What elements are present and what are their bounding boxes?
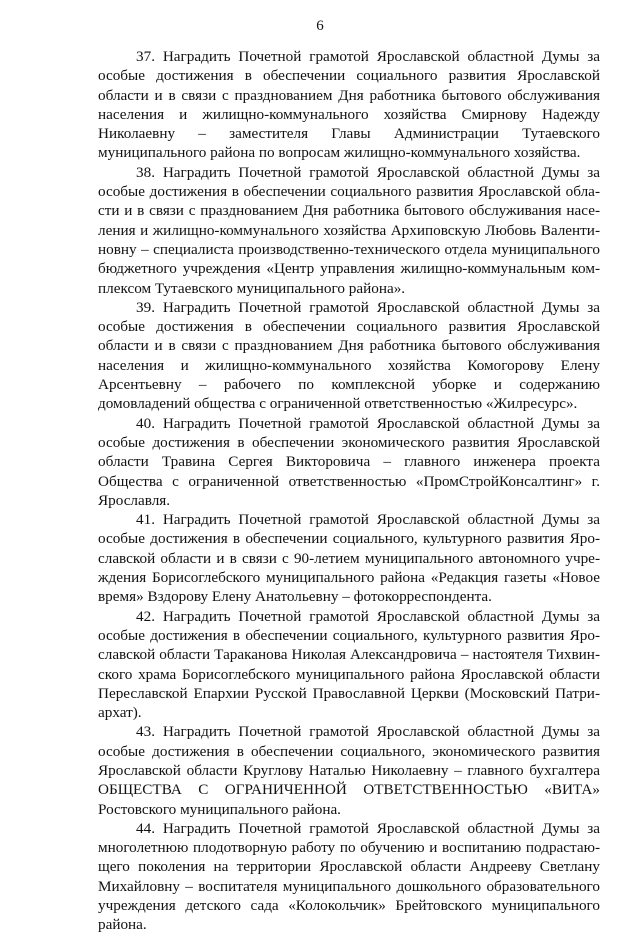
paragraph-39: 39. Наградить Почетной грамотой Ярославской областной Думы за особые достижения в обеспечении социального развития Ярославской области и в связи с празднованием Дня работника бытового обслуживания населения и жилищно-коммунального хозяйства Комогорову Елену Арсентьевну – рабочего по комплексной уборке и содержанию домовладений общества с ограниченной ответственностью «Жилресурс». <box>98 298 600 413</box>
paragraph-37: 37. Наградить Почетной грамотой Ярославской областной Думы за особые достижения в обеспечении социального развития Ярославской области и в связи с празднованием Дня работника бытового обслуживания населения и жилищно-коммунального хозяйства Смирнову Надежду Николаевну – заместителя Главы Администрации Тутаевского муниципального района по вопросам жилищно-коммунального хозяйства. <box>98 48 600 162</box>
page-number: 6 <box>316 18 324 34</box>
document-body <box>98 47 600 935</box>
paragraph-44: 44. Наградить Почетной грамотой Ярославской областной Думы за многолетнюю плодотворную работу по обучению и воспитанию подрастающего поколения на территории Ярославской области Андрееву Светлану Михайловну – воспитателя муниципального дошкольного образовательного учреждения детского сада «Колокольчик» Брейтовского муниципального района. <box>98 819 600 934</box>
paragraph-42: 42. Наградить Почетной грамотой Ярославской областной Думы за особые достижения в обеспечении социального, культурного развития Ярославской области Тараканова Николая Александровича – настоятеля Тихвинского храма Борисоглебского муниципального района Ярославской области Переславской Епархии Русской Православной Церкви (Московский Патриархат). <box>98 607 600 722</box>
paragraph-40: 40. Наградить Почетной грамотой Ярославской областной Думы за особые достижения в обеспечении экономического развития Ярославской области Травина Сергея Викторовича – главного инженера проекта Общества с ограниченной ответственностью «ПромСтройКонсалтинг» г. Ярославля. <box>98 414 600 509</box>
paragraph-38: 38. Наградить Почетной грамотой Ярославской областной Думы за особые достижения в обеспечении социального развития Ярославской области и в связи с празднованием Дня работника бытового обслуживания населения и жилищно-коммунального хозяйства Архиповскую Любовь Валентиновну – специалиста производственно-технического отдела муниципального бюджетного учреждения «Центр управления жилищно-коммунальным комплексом Тутаевского муниципального района». <box>98 163 600 297</box>
paragraph-43: 43. Наградить Почетной грамотой Ярославской областной Думы за особые достижения в обеспечении социального, экономического развития Ярославской области Круглову Наталью Николаевну – главного бухгалтера ОБЩЕСТВА С ОГРАНИЧЕННОЙ ОТВЕТСТВЕННОСТЬЮ «ВИТА» Ростовского муниципального района. <box>98 723 600 818</box>
paragraph-41: 41. Наградить Почетной грамотой Ярославской областной Думы за особые достижения в обеспечении социального, культурного развития Ярославской области и в связи с 90-летием муниципального автономного учреждения Борисоглебского муниципального района «Редакция газеты «Новое время» Вздорову Елену Анатольевну – фотокорреспондента. <box>98 511 600 606</box>
